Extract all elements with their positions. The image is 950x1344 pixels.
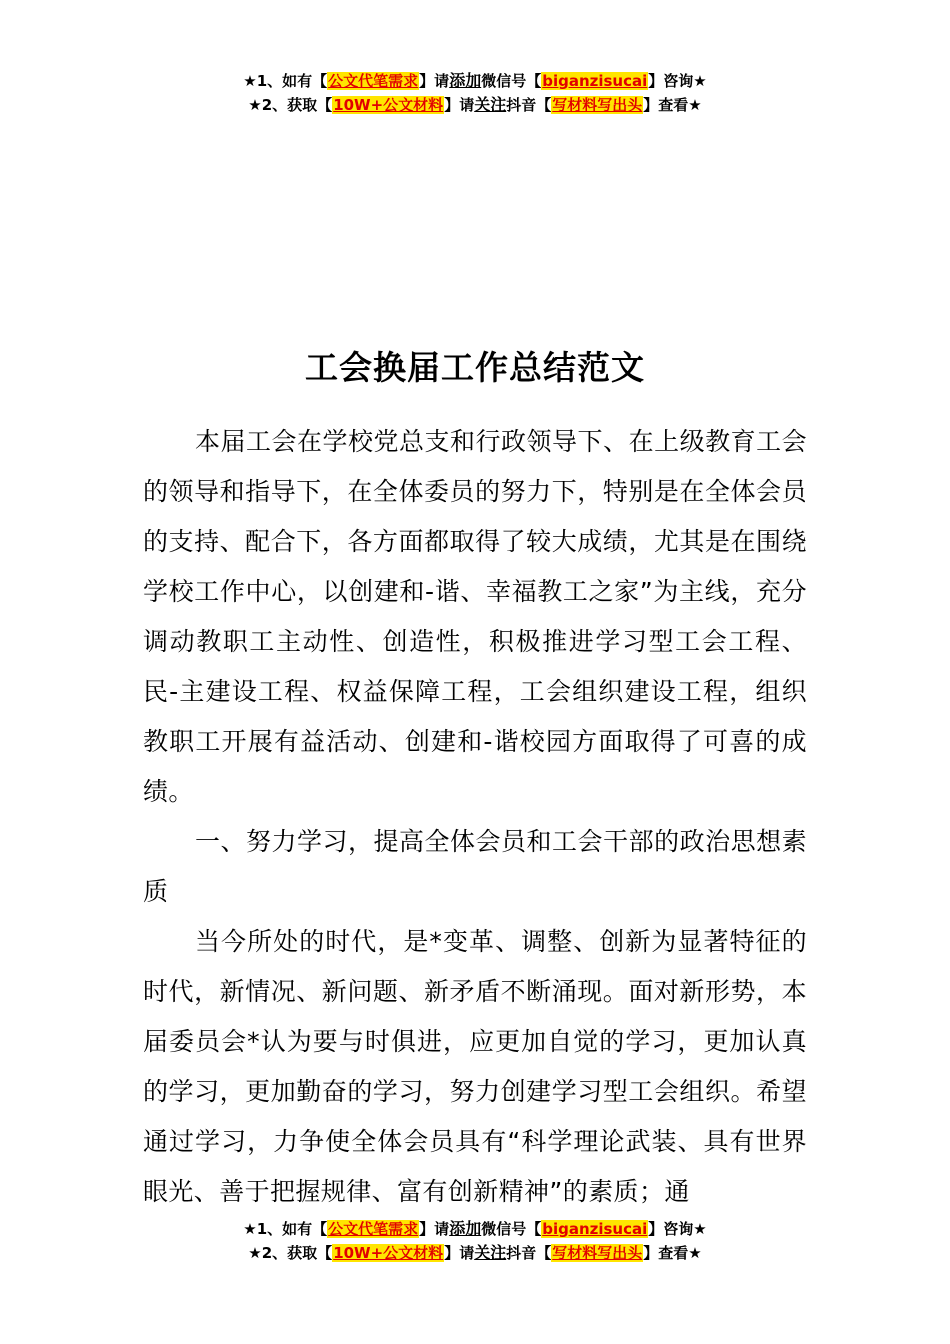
banner-text: 抖音【 (506, 96, 552, 114)
banner-text: 】请 (419, 1220, 450, 1238)
banner-text: ★2、获取【 (248, 96, 333, 114)
banner-text: ★1、如有【 (243, 1220, 328, 1238)
banner-highlight: biganzisucai (542, 72, 648, 90)
banner-line-2 (0, 93, 950, 117)
document-title: 工会换届工作总结范文 (305, 348, 645, 387)
banner-text: 】请 (444, 96, 475, 114)
banner-highlight: 公文代笔需求 (328, 1220, 419, 1238)
banner-emphasis: 关注 (474, 1243, 507, 1262)
banner-text: 】请 (444, 1244, 475, 1262)
body-paragraph: 本届工会在学校党总支和行政领导下、在上级教育工会的领导和指导下，在全体委员的努力下，特别是在全体会员的支持、配合下，各方面都取得了较大成绩，尤其是在围绕学校工作中心，以创建和-谐、幸福教工之家”为主线，充分调动教职工主动性、创造性，积极推进学习型工会工程、民-主建设工程、权益保障工程，工会组织建设工程，组织教职工开展有益活动、创建和-谐校园方面取得了可喜的成绩。 (143, 427, 807, 806)
banner-line-1 (0, 69, 950, 93)
banner-emphasis: 添加 (449, 1219, 482, 1238)
banner-text: 】咨询★ (648, 1220, 707, 1238)
banner-text: 抖音【 (506, 1244, 552, 1262)
section-heading: 一、努力学习，提高全体会员和工会干部的政治思想素质 (143, 827, 807, 906)
banner-text: ★2、获取【 (248, 1244, 333, 1262)
top-banner (0, 69, 950, 117)
banner-text: ★1、如有【 (243, 72, 328, 90)
banner-text: 】咨询★ (648, 72, 707, 90)
banner-text: 】查看★ (643, 96, 702, 114)
banner-line-1 (0, 1217, 950, 1241)
banner-highlight: biganzisucai (542, 1220, 648, 1238)
document-body (143, 417, 807, 1217)
banner-highlight: 写材料写出头 (552, 1244, 643, 1262)
banner-highlight: 写材料写出头 (552, 96, 643, 114)
banner-line-2 (0, 1241, 950, 1265)
banner-emphasis: 添加 (449, 71, 482, 90)
bottom-banner (0, 1217, 950, 1265)
banner-emphasis: 关注 (474, 95, 507, 114)
banner-text: 微信号【 (481, 1220, 542, 1238)
banner-text: 微信号【 (481, 72, 542, 90)
banner-highlight: 10W+公文材料 (333, 96, 444, 114)
banner-text: 】请 (419, 72, 450, 90)
banner-text: 】查看★ (643, 1244, 702, 1262)
body-paragraph: 当今所处的时代，是*变革、调整、创新为显著特征的时代，新情况、新问题、新矛盾不断涌现。面对新形势，本届委员会*认为要与时俱进，应更加自觉的学习，更加认真的学习，更加勤奋的学习，努力创建学习型工会组织。希望通过学习，力争使全体会员具有“科学理论武装、具有世界眼光、善于把握规律、富有创新精神”的素质；通 (143, 927, 807, 1206)
banner-highlight: 10W+公文材料 (333, 1244, 444, 1262)
banner-highlight: 公文代笔需求 (328, 72, 419, 90)
